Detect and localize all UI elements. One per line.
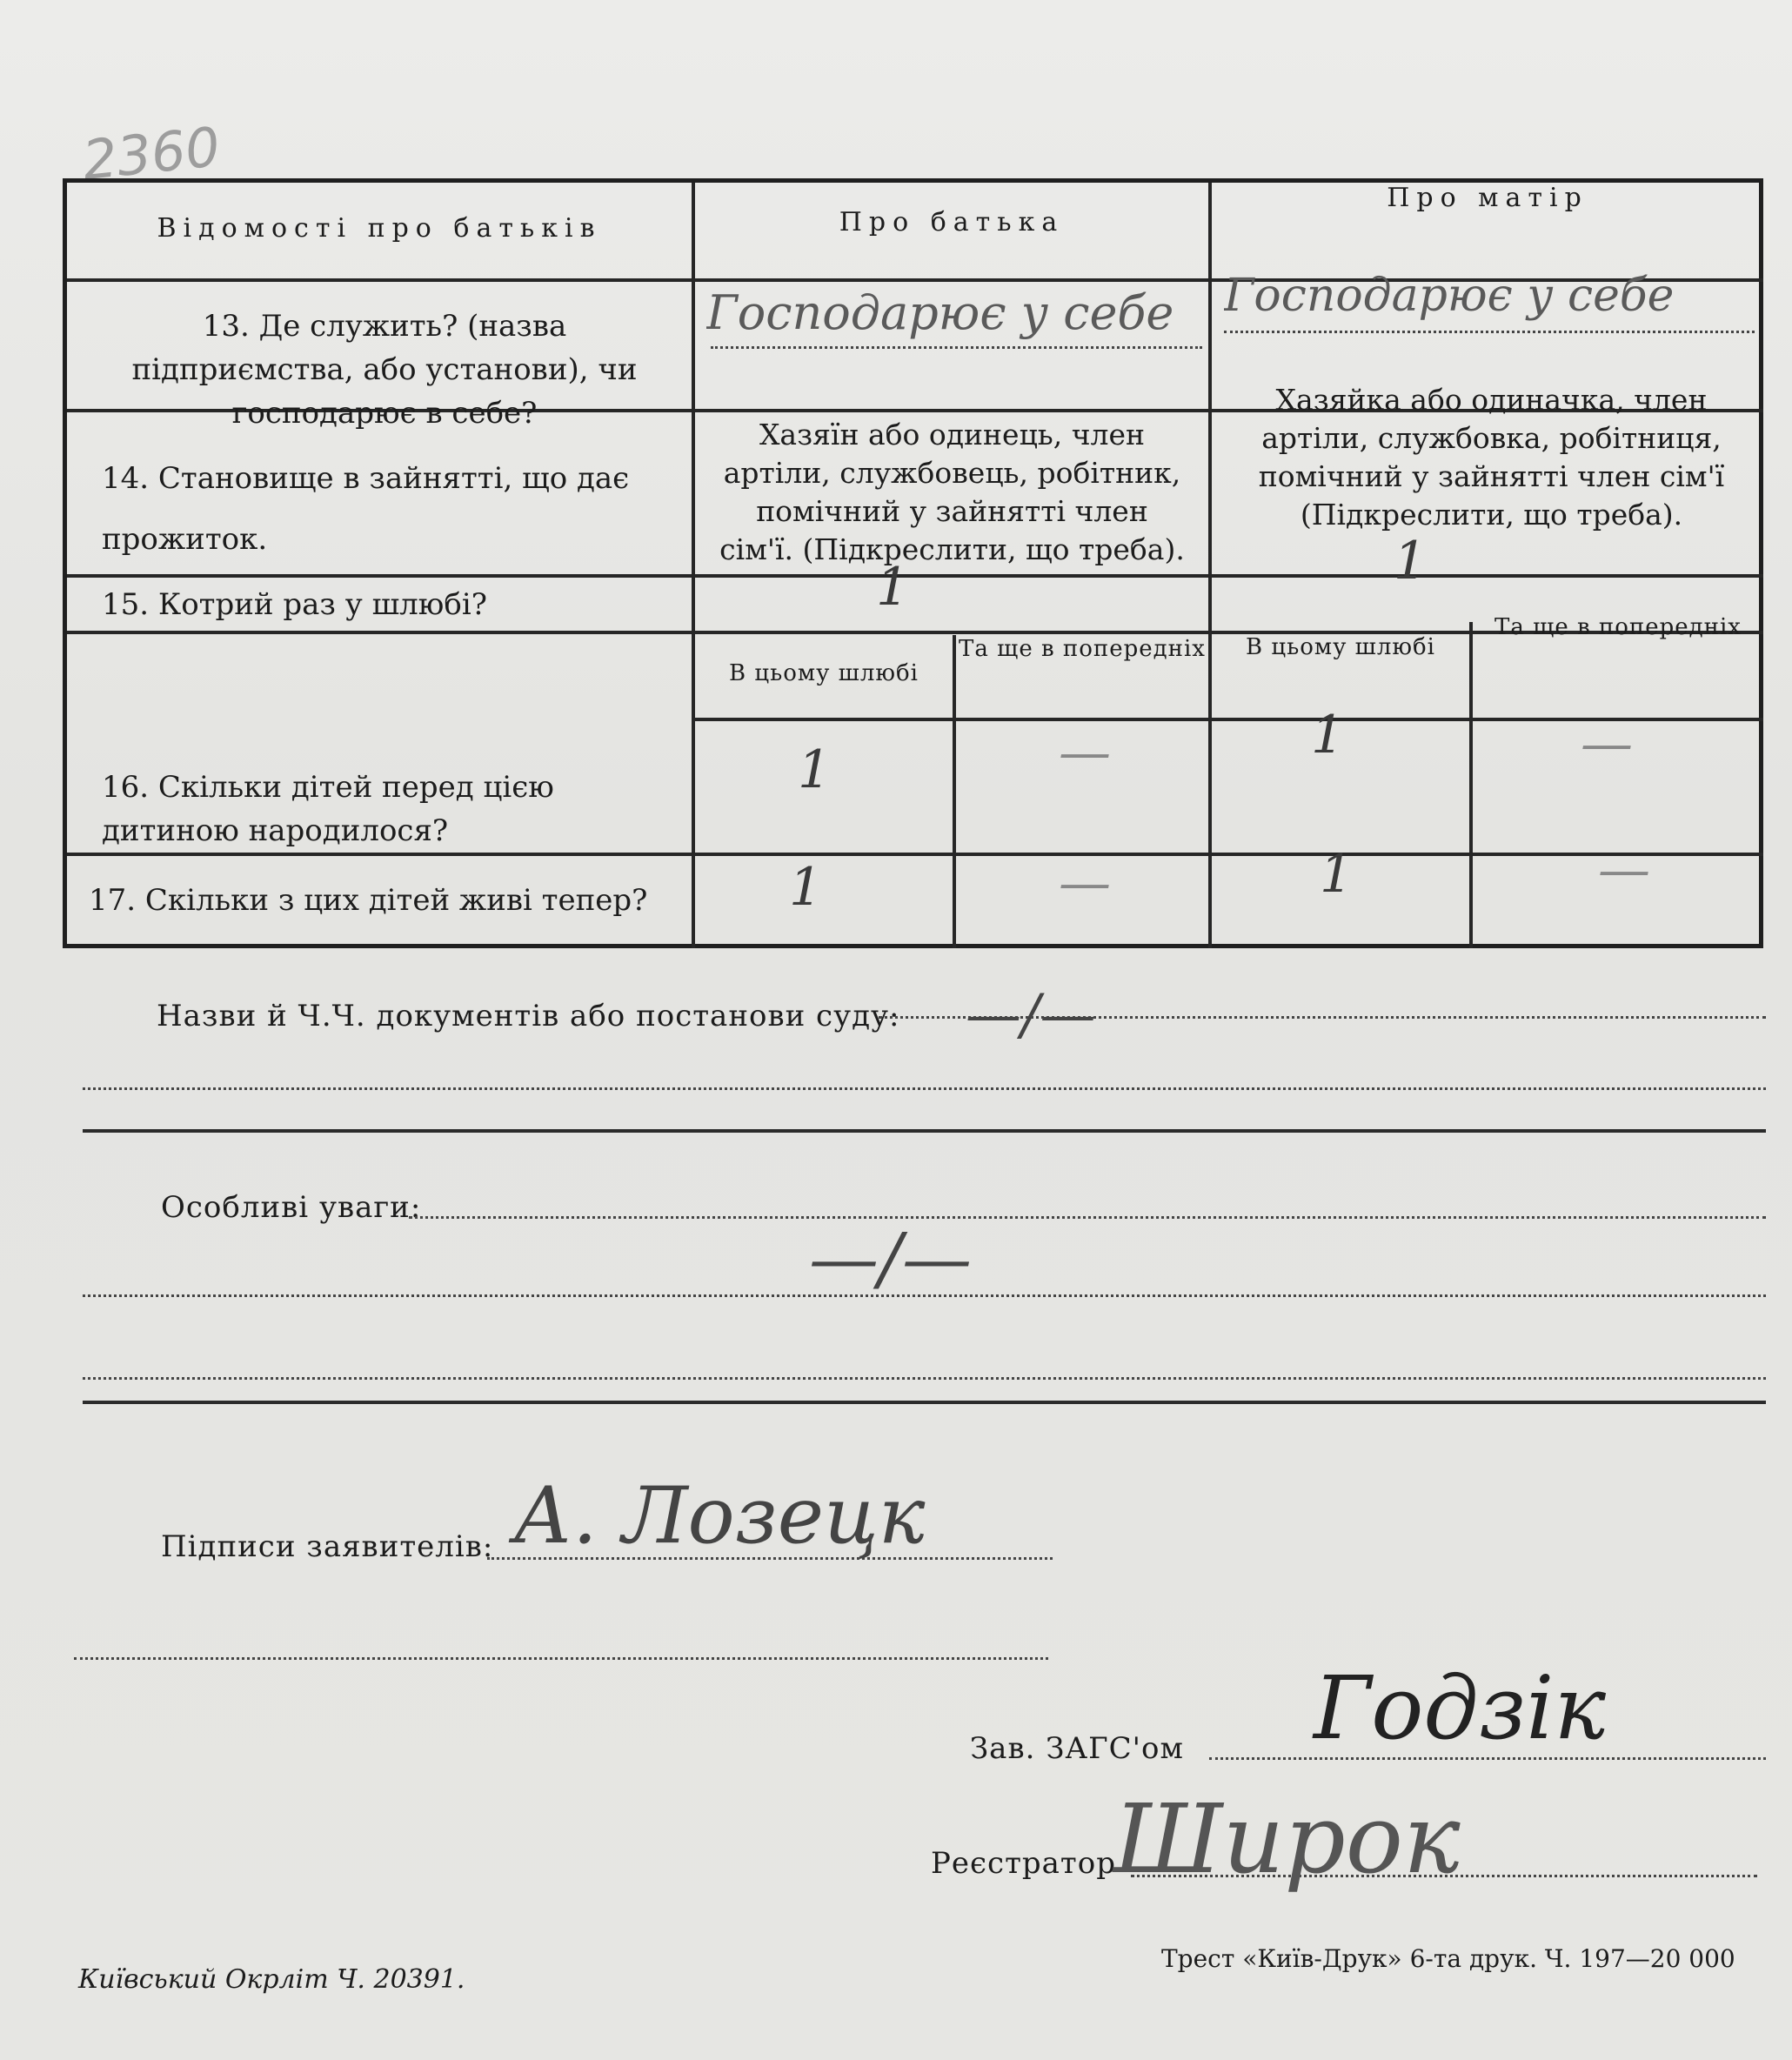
q16-father-previous-header: Та ще в попередніх — [959, 636, 1206, 662]
q17-mother-prev: — — [1598, 839, 1650, 900]
q16-label: 16. Скільки дітей перед цією дитиною народилося? — [102, 770, 554, 848]
remarks-dots-1 — [409, 1216, 1766, 1219]
head-label: Зав. ЗАГС'ом — [970, 1731, 1184, 1766]
q17-father-prev: — — [1059, 853, 1111, 913]
header-parents-info: Відомості про батьків — [157, 213, 602, 244]
footer-left: Київський Окрліт Ч. 20391. — [78, 1964, 465, 1995]
q15-father-answer: 1 — [876, 557, 910, 618]
q16-father-this-marriage-header: В цьому шлюбі — [729, 660, 919, 686]
remarks-label: Особливі уваги: — [161, 1190, 422, 1225]
documents-value: —/— — [966, 983, 1096, 1047]
q14-father-options: Хазяїн або одинець, член артіли, службовець, робітник, помічний у зайнятті член сім'ї. (Підкреслити, що треба). — [719, 418, 1185, 566]
q13-mother-dots — [1224, 331, 1755, 333]
q13-father-answer: Господарює у себе — [706, 285, 1174, 340]
q17-mother-this: 1 — [1320, 844, 1354, 905]
q15-label: 15. Котрий раз у шлюбі? — [102, 587, 487, 622]
applicants-label: Підписи заявителів: — [161, 1529, 494, 1564]
header-about-mother: Про матір — [1387, 183, 1588, 213]
remarks-dots-2 — [83, 1294, 1766, 1297]
footer-right: Трест «Київ-Друк» 6-та друк. Ч. 197—20 000 — [1161, 1944, 1735, 1973]
q16-father-this: 1 — [798, 739, 832, 800]
subcol-divider-mother — [1469, 622, 1473, 948]
row-line-3 — [67, 574, 1763, 578]
archive-number: 2360 — [79, 114, 224, 193]
col-divider-2 — [1208, 183, 1212, 948]
q16-mother-this: 1 — [1311, 705, 1345, 766]
registrar-signature: Широк — [1113, 1783, 1461, 1895]
documents-label: Назви й Ч.Ч. документів або постанови суду: — [157, 999, 900, 1033]
remarks-value: —/— — [809, 1218, 972, 1299]
q13-father-dots — [711, 346, 1202, 349]
row-line-5 — [67, 853, 1763, 856]
registrar-label: Реєстратор — [931, 1846, 1116, 1881]
applicants-signature: А. Лозецк — [513, 1470, 926, 1562]
q13-label: 13. Де служить? (назва підприємства, або установи), чи господарює в себе? — [131, 309, 638, 431]
applicants-dots-2 — [74, 1657, 1048, 1660]
q16-mother-this-marriage-header: В цьому шлюбі — [1246, 634, 1435, 660]
q16-mother-prev: — — [1581, 713, 1633, 774]
q16-mother-previous-header: Та ще в попередніх — [1494, 614, 1742, 640]
parents-info-table — [63, 178, 1763, 948]
col-divider-1 — [692, 183, 695, 948]
q14-mother-options: Хазяйка або одиначка, член артіли, службовка, робітниця, помічний у зайнятті член сім'ї (Підкреслити, що треба). — [1258, 383, 1725, 532]
remarks-dots-3 — [83, 1377, 1766, 1380]
documents-rule — [83, 1129, 1766, 1133]
q17-father-this: 1 — [789, 857, 823, 918]
head-signature: Годзік — [1314, 1657, 1607, 1759]
header-about-father: Про батька — [839, 207, 1065, 237]
remarks-rule — [83, 1401, 1766, 1404]
q13-mother-answer: Господарює у себе — [1224, 270, 1675, 322]
documents-dots-2 — [83, 1087, 1766, 1090]
q16-father-prev: — — [1059, 722, 1111, 783]
q14-label: 14. Становище в зайнятті, що дає прожиток. — [102, 461, 630, 557]
q17-label: 17. Скільки з цих дітей живі тепер? — [89, 883, 648, 918]
q15-mother-answer: 1 — [1394, 531, 1428, 592]
subcol-divider-father — [953, 635, 956, 948]
